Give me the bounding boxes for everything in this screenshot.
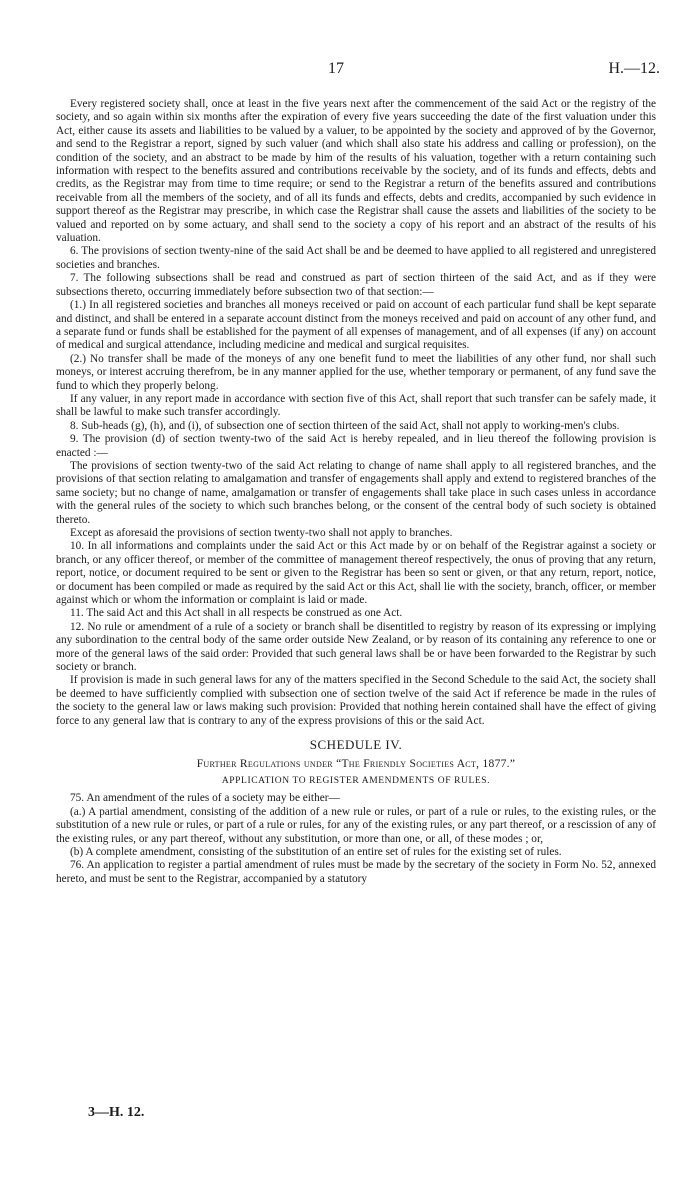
paragraph-76: 76. An application to register a partial amendment of rules must be made by the secretary of the society in Form No. 52, annexed hereto, and must be sent to the Registrar, accompanied by a statutory bbox=[56, 859, 656, 885]
paragraph-11: 11. The said Act and this Act shall in all respects be construed as one Act. bbox=[70, 607, 403, 620]
paragraph-except: Except as aforesaid the provisions of section twenty-two shall not apply to branches. bbox=[70, 527, 453, 539]
schedule-title: SCHEDULE IV. bbox=[309, 737, 403, 753]
signature-mark: 3—H. 12. bbox=[88, 1105, 145, 1120]
paragraph-change-of-name: The provisions of section twenty-two of the said Act relating to change of name shall apply to all registered branches, and the provisions of that section relating to amalgamation and transfer of engagements shall apply and extend to registered branches of the same society; but no change of name, amalgamation or transfer of engagements shall take place in such cases unless in accordance with the general rules of the society to which such branches belong, or the consent of the central body of such society is obtained thereto. bbox=[56, 459, 656, 526]
page-number: 17 bbox=[328, 60, 344, 77]
paragraph-75: 75. An amendment of the rules of a society may be either— bbox=[70, 792, 340, 805]
schedule-subtitle: Further Regulations under “The Friendly Societies Act, 1877.” bbox=[196, 757, 516, 770]
document-body bbox=[56, 98, 656, 886]
paragraph-9: 9. The provision (d) of section twenty-two of the said Act is hereby repealed, and in lieu thereof the following provision is enacted :— bbox=[56, 433, 656, 459]
paragraph-general-laws: If provision is made in such general laws for any of the matters specified in the Second Schedule to the said Act, the society shall be deemed to have sufficiently complied with subsection one of section twelve of the said Act if reference be made in the rules of the society to the general law or laws making such provision: Provided that nothing herein contained shall have the effect of giving force to any general law that is contrary to any of the express provisions of this or the said Act. bbox=[56, 674, 656, 727]
paragraph-7: 7. The following subsections shall be read and construed as part of section thirteen of the said Act, and as if they were subsections thereto, occurring immediately before subsection two of that section:— bbox=[56, 272, 656, 298]
subsection-1: (1.) In all registered societies and branches all moneys received or paid on account of each particular fund shall be kept separate and distinct, and shall be entered in a separate account distinct from the moneys received and paid on account of any other fund, and a separate fund or funds shall be established for the payment of all expenses of management, and of all expenses (if any) on account of medical and surgical attendance, including medicine and medical and surgical requisites. bbox=[56, 299, 656, 352]
paragraph-8: 8. Sub-heads (g), (h), and (i), of subsection one of section thirteen of the said Act, shall not apply to working-men's clubs. bbox=[70, 419, 620, 432]
item-75-b: (b) A complete amendment, consisting of the substitution of an entire set of rules for the existing set of rules. bbox=[70, 845, 562, 858]
paragraph-12: 12. No rule or amendment of a rule of a society or branch shall be disentitled to registry by reason of its expressing or implying any subordination to the central body of the same order outside New Zealand, or by reason of its containing any reference to one or more of the general laws of the said order: Provided that such general laws shall be or have been forwarded to the Registrar by such society or branch. bbox=[56, 620, 656, 674]
schedule-subheading: APPLICATION TO REGISTER AMENDMENTS OF RULES. bbox=[221, 775, 491, 786]
paragraph-6: 6. The provisions of section twenty-nine of the said Act shall be and be deemed to have applied to all registered and unregistered societies and branches. bbox=[56, 245, 656, 271]
paragraph-valuer-transfer: If any valuer, in any report made in accordance with section five of this Act, shall report that such transfer can be safely made, it shall be lawful to make such transfer accordingly. bbox=[56, 392, 656, 419]
item-75-a: (a.) A partial amendment, consisting of the addition of a new rule or rules, or part of a rule or rules, to the existing rules, or the substitution of a new rule or rules, or part of a rule or rules, for any of the existing rules, or any part thereof, or a rescission of any of the existing rules, or any part thereof, without any substitution, or more than one, or all, of these modes ; or, bbox=[56, 805, 656, 845]
subsection-2: (2.) No transfer shall be made of the moneys of any one benefit fund to meet the liabilities of any other fund, nor shall such moneys, or interest accruing therefrom, be in any manner applied for the use, whether temporary or permanent, of any fund save the fund to which they properly belong. bbox=[56, 352, 656, 392]
document-reference: H.—12. bbox=[608, 60, 660, 77]
paragraph-valuation: Every registered society shall, once at least in the five years next after the commencement of the said Act or the registry of the society, and so again within six months after the expiration of every five years succeeding the date of the first valuation under this Act, either cause its assets and liabilities to be valued by a valuer, to be appointed by the society and approved of by the Governor, and send to the Registrar a report, signed by such valuer (and which shall also state his address and calling or profession), on the condition of the society, and an abstract to be made by him of the results of his valuation, together with a return containing such information with respect to the benefits assured and contributions receivable by the society, and of its funds and effects, debts and credits, as the Registrar may from time to time require; or send to the Registrar a return of the benefits assured and contributions receivable from all the members of the society, and of all its funds and effects, debts and credits, accompanied by such evidence in support thereof as the Registrar may prescribe, in which case the Registrar shall cause the assets and liabilities of the society to be valued and reported on by some actuary, and shall send to the society a copy of his report and an abstract of the results of his valuation. bbox=[56, 98, 656, 245]
paragraph-10: 10. In all informations and complaints under the said Act or this Act made by or on behalf of the Registrar against a society or branch, or any officer thereof, or member of the committee of management thereof respectively, the onus of proving that any return, report, notice, or document required to be sent or given to the Registrar has been so sent or given, or that any return, report, notice, or document has been compiled or made as required by the said Act or this Act, shall lie with the society, branch, officer, or member against which or whom the information or complaint is laid or made. bbox=[56, 540, 656, 607]
